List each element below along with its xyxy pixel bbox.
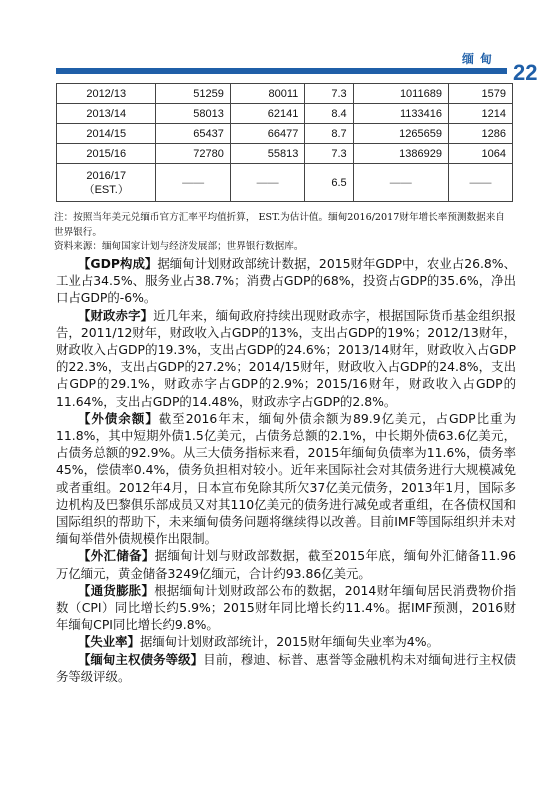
section-tag: 【外汇储备】 — [78, 548, 155, 564]
table-cell: 1286 — [448, 124, 512, 144]
data-source: 资料来源：缅甸国家计划与经济发展部；世界银行数据库。 — [54, 241, 304, 252]
table-cell-year — [57, 164, 156, 202]
section-text: 近几年来，缅甸政府持续出现财政赤字，根据国际货币基金组织报告，2011/12财年，财政收入占GDP的13%，支出占GDP的19%；2012/13财年，财政收入占GDP的19.3%，支出占GDP的24.6%；2013/14财年，财政收入占GDP的22.3%，支出占GDP的27.2%；2014/15财年，财政收入占GDP的24.8%，支出占GDP的29.1%，财政赤字占GDP的2.9%；2015/16财年，财政收入占GDP的11.64%，支出占GDP的14.48%，财政赤字占GDP的2.8%。 — [56, 307, 517, 409]
section-text: 据缅甸计划财政部统计数据，2015财年GDP中，农业占26.8%、工业占34.5%、服务业占38.7%；消费占GDP的68%，投资占GDP的35.6%，净出口占GDP的-6%。 — [56, 256, 516, 306]
section-tag: 【缅甸主权债务等级】 — [78, 651, 204, 667]
section-tag: 【外债余额】 — [78, 410, 159, 426]
table-cell: 1386929 — [353, 144, 448, 164]
table-row — [57, 164, 513, 202]
body-text — [56, 255, 516, 685]
table-cell: 80011 — [230, 84, 304, 104]
body-paragraph — [56, 307, 516, 410]
table-cell: 7.3 — [305, 144, 353, 164]
table-cell: 1214 — [448, 104, 512, 124]
table-cell: 8.4 — [305, 104, 353, 124]
year-line2: （EST.） — [83, 183, 129, 196]
section-text: 目前，穆迪、标普、惠誉等金融机构未对缅甸进行主权债务等级评级。 — [56, 651, 517, 684]
section-tag: 【通货膨胀】 — [78, 582, 155, 598]
section-tag: 【失业率】 — [78, 634, 140, 650]
body-paragraph — [56, 410, 516, 548]
body-paragraph — [56, 547, 516, 581]
table-cell-year: 2014/15 — [57, 124, 156, 144]
body-paragraph — [56, 651, 516, 685]
table-cell: 51259 — [156, 84, 230, 104]
page-number: 22 — [513, 60, 538, 85]
table-row — [57, 144, 513, 164]
header-country: 缅甸 — [462, 52, 499, 66]
table-cell: 66477 — [230, 124, 304, 144]
table-cell: 8.7 — [305, 124, 353, 144]
table-cell: 58013 — [156, 104, 230, 124]
table-row — [57, 84, 513, 104]
table-cell-year: 2012/13 — [57, 84, 156, 104]
table-cell: 65437 — [156, 124, 230, 144]
body-paragraph — [56, 255, 516, 307]
table-row — [57, 124, 513, 144]
header-bar — [56, 68, 507, 74]
section-tag: 【财政赤字】 — [78, 307, 154, 323]
section-text: 据缅甸计划财政部统计，2015财年缅甸失业率为4%。 — [139, 634, 439, 650]
table-cell: 1579 — [448, 84, 512, 104]
table-cell: 1011689 — [353, 84, 448, 104]
section-text: 截至2016年末，缅甸外债余额为89.9亿美元，占GDP比重为11.8%，其中短期外债1.5亿美元，占债务总额的2.1%，中长期外债63.6亿美元，占债务总额的92.9%。从三大债务指标来看，2015年缅甸负债率为11.6%，债务率45%，偿债率0.4%，债务负担相对较小。近年来国际社会对其债务进行大规模减免或者重组。2012年4月，日本宣布免除其所欠37亿美元债务，2013年1月，国际多边机构及巴黎俱乐部成员又对其110亿美元的债务进行减免或者重组，在各债权国和国际组织的帮助下，未来缅甸债务问题将继续得以改善。目前IMF等国际组织并未对缅甸举借外债规模作出限制。 — [56, 410, 516, 547]
table-cell: 7.3 — [305, 84, 353, 104]
table-cell: 1064 — [448, 144, 512, 164]
table-cell: —— — [156, 164, 230, 202]
table-cell: —— — [353, 164, 448, 202]
table-cell-year: 2015/16 — [57, 144, 156, 164]
body-paragraph — [56, 582, 516, 634]
economic-data-table — [56, 83, 513, 202]
year-line1: 2016/17 — [86, 169, 127, 182]
table-cell: 62141 — [230, 104, 304, 124]
table-cell: 1133416 — [353, 104, 448, 124]
table-cell: —— — [448, 164, 512, 202]
table-cell: —— — [230, 164, 304, 202]
table-cell: 72780 — [156, 144, 230, 164]
table-cell-year: 2013/14 — [57, 104, 156, 124]
body-paragraph — [56, 633, 516, 650]
table-cell: 6.5 — [305, 164, 353, 202]
table-row — [57, 104, 513, 124]
section-text: 据缅甸计划与财政部数据，截至2015年底，缅甸外汇储备11.96万亿缅元，黄金储备3249亿缅元，合计约93.86亿美元。 — [56, 548, 517, 581]
section-text: 根据缅甸计划财政部公布的数据，2014财年缅甸居民消费物价指数（CPI）同比增长约5.9%；2015财年同比增长约11.4%。据IMF预测，2016财年缅甸CPI同比增长约9.8%。 — [56, 582, 516, 633]
section-tag: 【GDP构成】 — [78, 256, 158, 271]
table-note: 注：按照当年美元兑缅币官方汇率平均值折算， EST.为估计值。缅甸2016/2017财年增长率预测数据来自世界银行。 — [54, 212, 505, 238]
table-cell: 55813 — [230, 144, 304, 164]
table-cell: 1265659 — [353, 124, 448, 144]
